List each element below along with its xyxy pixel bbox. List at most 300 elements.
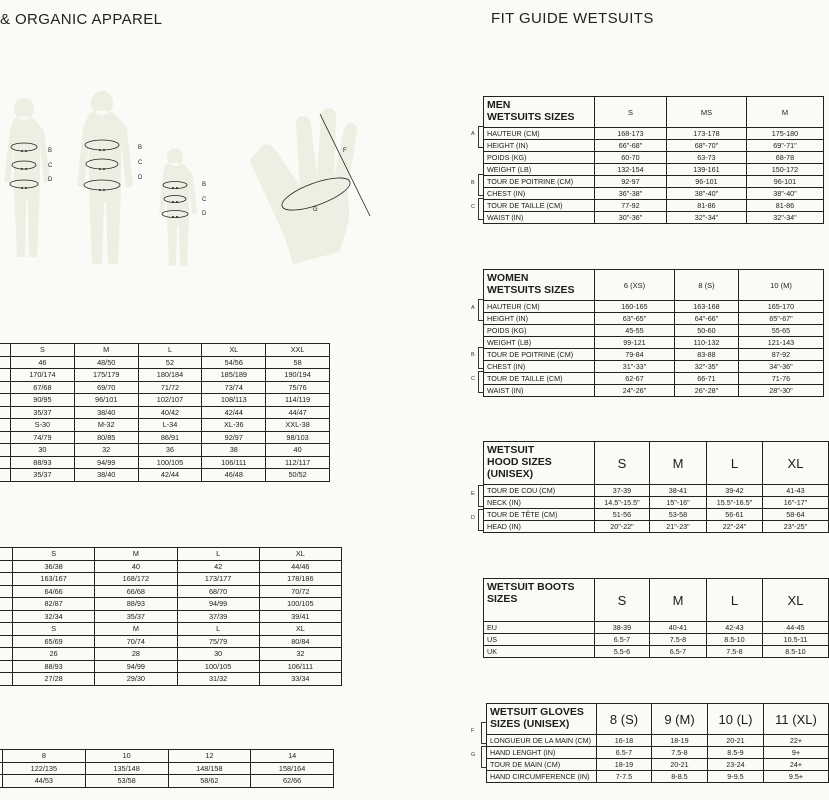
table-row	[0, 660, 342, 673]
value-cell: 7-7.5	[597, 771, 652, 783]
value-cell: 16-18	[597, 735, 652, 747]
men-bracket-a: A	[471, 131, 475, 137]
value-cell: 75/79	[177, 635, 259, 648]
value-cell: 92-97	[595, 176, 667, 188]
value-cell: 30	[177, 648, 259, 661]
apparel-table-2-header-row	[0, 548, 342, 561]
value-cell: 42/44	[138, 469, 202, 482]
value-cell: L-34	[138, 419, 202, 432]
size-header: S	[13, 548, 95, 561]
value-cell: 175/179	[74, 369, 138, 382]
row-label: WEIGHT (LB)	[484, 164, 595, 176]
row-label: UK	[484, 646, 595, 658]
tall-figure	[77, 91, 133, 264]
row-label: TOUR DE COU (CM)	[484, 485, 595, 497]
size-header: 10	[85, 750, 168, 763]
value-cell: 122/135	[3, 762, 86, 775]
table-row	[484, 622, 829, 634]
value-cell: M	[95, 623, 177, 636]
table-row	[0, 635, 342, 648]
size-header: XL	[202, 344, 266, 357]
size-header: M	[747, 97, 824, 128]
hood-bracket-e: E	[471, 491, 475, 497]
value-cell: 30"-36"	[595, 212, 667, 224]
value-cell: 26	[13, 648, 95, 661]
value-cell: 24"-26"	[595, 385, 675, 397]
value-cell: 163/167	[13, 573, 95, 586]
value-cell: 15.5"-16.5"	[707, 497, 763, 509]
value-cell: 38-39	[595, 622, 650, 634]
value-cell: 114/119	[266, 394, 330, 407]
value-cell: 45-55	[595, 325, 675, 337]
label-cell	[0, 406, 11, 419]
table-row	[484, 349, 824, 361]
row-label: TOUR DE POITRINE (CM)	[484, 176, 595, 188]
row-label: CHEST (IN)	[484, 361, 595, 373]
value-cell: 64/66	[13, 585, 95, 598]
women-bracket-b: B	[471, 352, 475, 358]
value-cell: 8-8.5	[652, 771, 708, 783]
size-header: XL	[259, 548, 341, 561]
value-cell: 98/103	[266, 431, 330, 444]
value-cell: 20-21	[708, 735, 764, 747]
value-cell: 96/101	[74, 394, 138, 407]
value-cell: 7.5-8	[652, 747, 708, 759]
table-row	[484, 325, 824, 337]
value-cell: 173/177	[177, 573, 259, 586]
size-header: 8	[3, 750, 86, 763]
apparel-size-table-1	[0, 343, 330, 482]
value-cell: XXL-38	[266, 419, 330, 432]
value-cell: 158/164	[251, 762, 334, 775]
value-cell: 87-92	[739, 349, 824, 361]
row-label: HEAD (IN)	[484, 521, 595, 533]
table-row	[484, 128, 824, 140]
row-label: HAND CIRCUMFERENCE (IN)	[487, 771, 597, 783]
value-cell: 90/95	[11, 394, 75, 407]
value-cell: 39-42	[707, 485, 763, 497]
row-label: TOUR DE MAIN (CM)	[487, 759, 597, 771]
table-row	[0, 369, 330, 382]
table-row	[484, 373, 824, 385]
value-cell: 6.5-7	[650, 646, 707, 658]
size-header: 10 (L)	[708, 704, 764, 735]
label-cell	[0, 394, 11, 407]
row-label: CHEST (IN)	[484, 188, 595, 200]
label-cell	[0, 369, 11, 382]
women-bracket-a: A	[471, 305, 475, 311]
table-row	[484, 521, 829, 533]
hood-table-title: WETSUIT HOOD SIZES (UNISEX)	[484, 442, 595, 485]
value-cell: 64"-66"	[675, 313, 739, 325]
value-cell: 32"-34"	[667, 212, 747, 224]
value-cell: 100/105	[138, 456, 202, 469]
kids-size-table	[0, 749, 334, 788]
table-row	[484, 646, 829, 658]
value-cell: 50/52	[266, 469, 330, 482]
value-cell: 110-132	[675, 337, 739, 349]
boots-table-title: WETSUIT BOOTS SIZES	[484, 579, 595, 622]
value-cell: 66/68	[95, 585, 177, 598]
right-page-title: FIT GUIDE WETSUITS	[491, 10, 654, 27]
value-cell: 42/44	[202, 406, 266, 419]
table-row	[484, 361, 824, 373]
value-cell: 58/62	[168, 775, 251, 788]
value-cell: 94/99	[74, 456, 138, 469]
value-cell: 20-21	[652, 759, 708, 771]
value-cell: 66-71	[675, 373, 739, 385]
value-cell: 32"-35"	[675, 361, 739, 373]
value-cell: 7.5-8	[650, 634, 707, 646]
table-row	[484, 385, 824, 397]
value-cell: 36	[138, 444, 202, 457]
value-cell: 88/93	[11, 456, 75, 469]
value-cell: 88/93	[13, 660, 95, 673]
table-row	[484, 313, 824, 325]
value-cell: 32"-34"	[747, 212, 824, 224]
value-cell: 38/40	[74, 406, 138, 419]
value-cell: 31"-33"	[595, 361, 675, 373]
value-cell: 100/105	[259, 598, 341, 611]
value-cell: 180/184	[138, 369, 202, 382]
women-header-row	[484, 270, 824, 301]
value-cell: 40/42	[138, 406, 202, 419]
value-cell: 42-43	[707, 622, 763, 634]
row-label: HEIGHT (IN)	[484, 313, 595, 325]
value-cell: 14.5"-15.5"	[595, 497, 650, 509]
table-row	[487, 759, 829, 771]
value-cell: 9.5+	[764, 771, 829, 783]
value-cell: 94/99	[95, 660, 177, 673]
value-cell: 121-143	[739, 337, 824, 349]
value-cell: 6.5-7	[597, 747, 652, 759]
table-row	[0, 469, 330, 482]
label-cell	[0, 598, 13, 611]
table-row	[484, 337, 824, 349]
hood-bracket-d: D	[471, 515, 475, 521]
value-cell: 81-86	[747, 200, 824, 212]
value-cell: 8.5-9	[708, 747, 764, 759]
label-cell	[0, 610, 13, 623]
value-cell: 148/158	[168, 762, 251, 775]
label-cell	[0, 573, 13, 586]
value-cell: 26"-28"	[675, 385, 739, 397]
table-row	[0, 610, 342, 623]
row-label: WEIGHT (LB)	[484, 337, 595, 349]
value-cell: 65/69	[13, 635, 95, 648]
value-cell: 81-86	[667, 200, 747, 212]
table-row	[0, 431, 330, 444]
table-row	[484, 188, 824, 200]
value-cell: 6.5-7	[595, 634, 650, 646]
row-label: TOUR DE TÊTE (CM)	[484, 509, 595, 521]
glove-label-g: G	[313, 207, 318, 213]
value-cell: 35/37	[95, 610, 177, 623]
value-cell: XL	[259, 623, 341, 636]
row-label: LONGUEUR DE LA MAIN (CM)	[487, 735, 597, 747]
hood-size-table	[483, 441, 829, 533]
hood-header-row	[484, 442, 829, 485]
value-cell: 42	[177, 560, 259, 573]
label-cell	[0, 673, 13, 686]
row-label: HEIGHT (IN)	[484, 140, 595, 152]
size-header: XXL	[266, 344, 330, 357]
size-header: S	[595, 442, 650, 485]
value-cell: 46/48	[202, 469, 266, 482]
value-cell: 53-58	[650, 509, 707, 521]
table-row	[484, 200, 824, 212]
row-label: WAIST (IN)	[484, 385, 595, 397]
label-cell	[0, 585, 13, 598]
men-bracket-c: C	[471, 204, 475, 210]
value-cell: 5.5-6	[595, 646, 650, 658]
table-row	[0, 598, 342, 611]
size-header: 8 (S)	[597, 704, 652, 735]
value-cell: 18-19	[652, 735, 708, 747]
men-wetsuit-table	[483, 96, 824, 224]
value-cell: 185/189	[202, 369, 266, 382]
value-cell: 16"-17"	[763, 497, 829, 509]
value-cell: 86/91	[138, 431, 202, 444]
value-cell: 20"-22"	[595, 521, 650, 533]
value-cell: 48/50	[74, 356, 138, 369]
apparel-table-1-header-row	[0, 344, 330, 357]
tall-label-c: C	[138, 160, 143, 166]
value-cell: 46	[11, 356, 75, 369]
label-cell	[0, 660, 13, 673]
women-bracket-c: C	[471, 376, 475, 382]
men-header-row	[484, 97, 824, 128]
value-cell: 38"-40"	[667, 188, 747, 200]
table-row	[0, 381, 330, 394]
size-header: L	[707, 579, 763, 622]
row-label: TOUR DE TAILLE (CM)	[484, 373, 595, 385]
value-cell: 38/40	[74, 469, 138, 482]
value-cell: 94/99	[177, 598, 259, 611]
table-row	[484, 301, 824, 313]
body-measurement-illustration	[0, 88, 380, 288]
value-cell: 54/56	[202, 356, 266, 369]
value-cell: 173-178	[667, 128, 747, 140]
value-cell: 51-56	[595, 509, 650, 521]
glove-label-f: F	[343, 148, 347, 154]
value-cell: 82/87	[13, 598, 95, 611]
size-header: S	[595, 97, 667, 128]
value-cell: XL-36	[202, 419, 266, 432]
value-cell: 33/34	[259, 673, 341, 686]
value-cell: 102/107	[138, 394, 202, 407]
size-header: L	[177, 548, 259, 561]
table-row	[484, 509, 829, 521]
value-cell: 165-170	[739, 301, 824, 313]
value-cell: 69"-71"	[747, 140, 824, 152]
value-cell: 62/66	[251, 775, 334, 788]
label-cell	[0, 381, 11, 394]
gloves-bracket-g: G	[471, 752, 476, 758]
value-cell: 73/74	[202, 381, 266, 394]
value-cell: 30	[11, 444, 75, 457]
size-header: M	[74, 344, 138, 357]
row-label: WAIST (IN)	[484, 212, 595, 224]
value-cell: 150-172	[747, 164, 824, 176]
value-cell: 7.5-8	[707, 646, 763, 658]
value-cell: 55-65	[739, 325, 824, 337]
row-label: US	[484, 634, 595, 646]
table-row	[0, 406, 330, 419]
value-cell: 23-24	[708, 759, 764, 771]
value-cell: 99-121	[595, 337, 675, 349]
value-cell: 40-41	[650, 622, 707, 634]
value-cell: 38"-40"	[747, 188, 824, 200]
row-label: EU	[484, 622, 595, 634]
value-cell: 80/84	[259, 635, 341, 648]
table-row	[0, 444, 330, 457]
value-cell: 60-70	[595, 152, 667, 164]
value-cell: 32/34	[13, 610, 95, 623]
gloves-table-title: WETSUIT GLOVES SIZES (UNISEX)	[487, 704, 597, 735]
size-header: M	[95, 548, 177, 561]
value-cell: 170/174	[11, 369, 75, 382]
label-cell	[0, 469, 11, 482]
label-cell	[0, 419, 11, 432]
table-row	[0, 585, 342, 598]
table-row	[0, 762, 334, 775]
value-cell: 41-43	[763, 485, 829, 497]
value-cell: 56-61	[707, 509, 763, 521]
label-cell	[0, 548, 13, 561]
label-cell	[0, 623, 13, 636]
value-cell: 22+	[764, 735, 829, 747]
value-cell: 63"-65"	[595, 313, 675, 325]
gloves-size-table	[486, 703, 829, 783]
value-cell: 66"-68"	[595, 140, 667, 152]
value-cell: 74/79	[11, 431, 75, 444]
table-row	[487, 771, 829, 783]
men-table-title: MEN WETSUITS SIZES	[484, 97, 595, 128]
table-row	[484, 152, 824, 164]
size-header: 11 (XL)	[764, 704, 829, 735]
boots-size-table	[483, 578, 829, 658]
value-cell: 68/70	[177, 585, 259, 598]
table-row	[0, 456, 330, 469]
value-cell: 96-101	[667, 176, 747, 188]
value-cell: 35/37	[11, 469, 75, 482]
value-cell: 178/186	[259, 573, 341, 586]
value-cell: S-30	[11, 419, 75, 432]
value-cell: 108/113	[202, 394, 266, 407]
table-row	[0, 673, 342, 686]
value-cell: 168/172	[95, 573, 177, 586]
value-cell: 22"-24"	[707, 521, 763, 533]
size-header: M	[650, 442, 707, 485]
table-row	[487, 747, 829, 759]
value-cell: 70/74	[95, 635, 177, 648]
table-row	[484, 212, 824, 224]
value-cell: 190/194	[266, 369, 330, 382]
value-cell: 69/70	[74, 381, 138, 394]
size-header: L	[707, 442, 763, 485]
adult-label-d: D	[48, 177, 53, 183]
size-header: 14	[251, 750, 334, 763]
value-cell: 53/58	[85, 775, 168, 788]
value-cell: 96-101	[747, 176, 824, 188]
value-cell: 9-9.5	[708, 771, 764, 783]
value-cell: 27/28	[13, 673, 95, 686]
size-header: 8 (S)	[675, 270, 739, 301]
value-cell: 38-41	[650, 485, 707, 497]
size-header: 12	[168, 750, 251, 763]
size-header: 9 (M)	[652, 704, 708, 735]
value-cell: 71-76	[739, 373, 824, 385]
table-row	[0, 419, 330, 432]
value-cell: 112/117	[266, 456, 330, 469]
table-row	[0, 356, 330, 369]
value-cell: 44/53	[3, 775, 86, 788]
apparel-size-table-2	[0, 547, 342, 686]
table-row	[484, 485, 829, 497]
value-cell: 160-165	[595, 301, 675, 313]
value-cell: 79-84	[595, 349, 675, 361]
boots-header-row	[484, 579, 829, 622]
value-cell: 168-173	[595, 128, 667, 140]
table-row	[0, 560, 342, 573]
table-row	[484, 176, 824, 188]
adult-label-c: C	[48, 163, 53, 169]
value-cell: 135/148	[85, 762, 168, 775]
men-bracket-b: B	[471, 180, 475, 186]
value-cell: 44/47	[266, 406, 330, 419]
value-cell: 40	[266, 444, 330, 457]
value-cell: 132-154	[595, 164, 667, 176]
value-cell: 21"-23"	[650, 521, 707, 533]
value-cell: 58	[266, 356, 330, 369]
adult-label-b: B	[48, 148, 53, 154]
value-cell: 175-180	[747, 128, 824, 140]
value-cell: 77-92	[595, 200, 667, 212]
value-cell: 28	[95, 648, 177, 661]
label-cell	[0, 431, 11, 444]
size-header: S	[11, 344, 75, 357]
size-header: MS	[667, 97, 747, 128]
value-cell: 80/85	[74, 431, 138, 444]
value-cell: S	[13, 623, 95, 636]
value-cell: 44-45	[763, 622, 829, 634]
value-cell: 75/76	[266, 381, 330, 394]
row-label: TOUR DE TAILLE (CM)	[484, 200, 595, 212]
value-cell: 58-64	[763, 509, 829, 521]
value-cell: 36/38	[13, 560, 95, 573]
size-header: 6 (XS)	[595, 270, 675, 301]
value-cell: 34"-36"	[739, 361, 824, 373]
table-row	[0, 648, 342, 661]
row-label: TOUR DE POITRINE (CM)	[484, 349, 595, 361]
value-cell: 9+	[764, 747, 829, 759]
value-cell: 83-88	[675, 349, 739, 361]
table-row	[484, 497, 829, 509]
table-row	[484, 164, 824, 176]
value-cell: M-32	[74, 419, 138, 432]
tall-label-b: B	[138, 145, 143, 151]
adult-figure	[4, 98, 53, 257]
value-cell: 28"-30"	[739, 385, 824, 397]
row-label: POIDS (KG)	[484, 152, 595, 164]
table-row	[484, 634, 829, 646]
value-cell: 88/93	[95, 598, 177, 611]
value-cell: 106/111	[202, 456, 266, 469]
value-cell: 35/37	[11, 406, 75, 419]
value-cell: 63-73	[667, 152, 747, 164]
child-label-d: D	[202, 211, 207, 217]
